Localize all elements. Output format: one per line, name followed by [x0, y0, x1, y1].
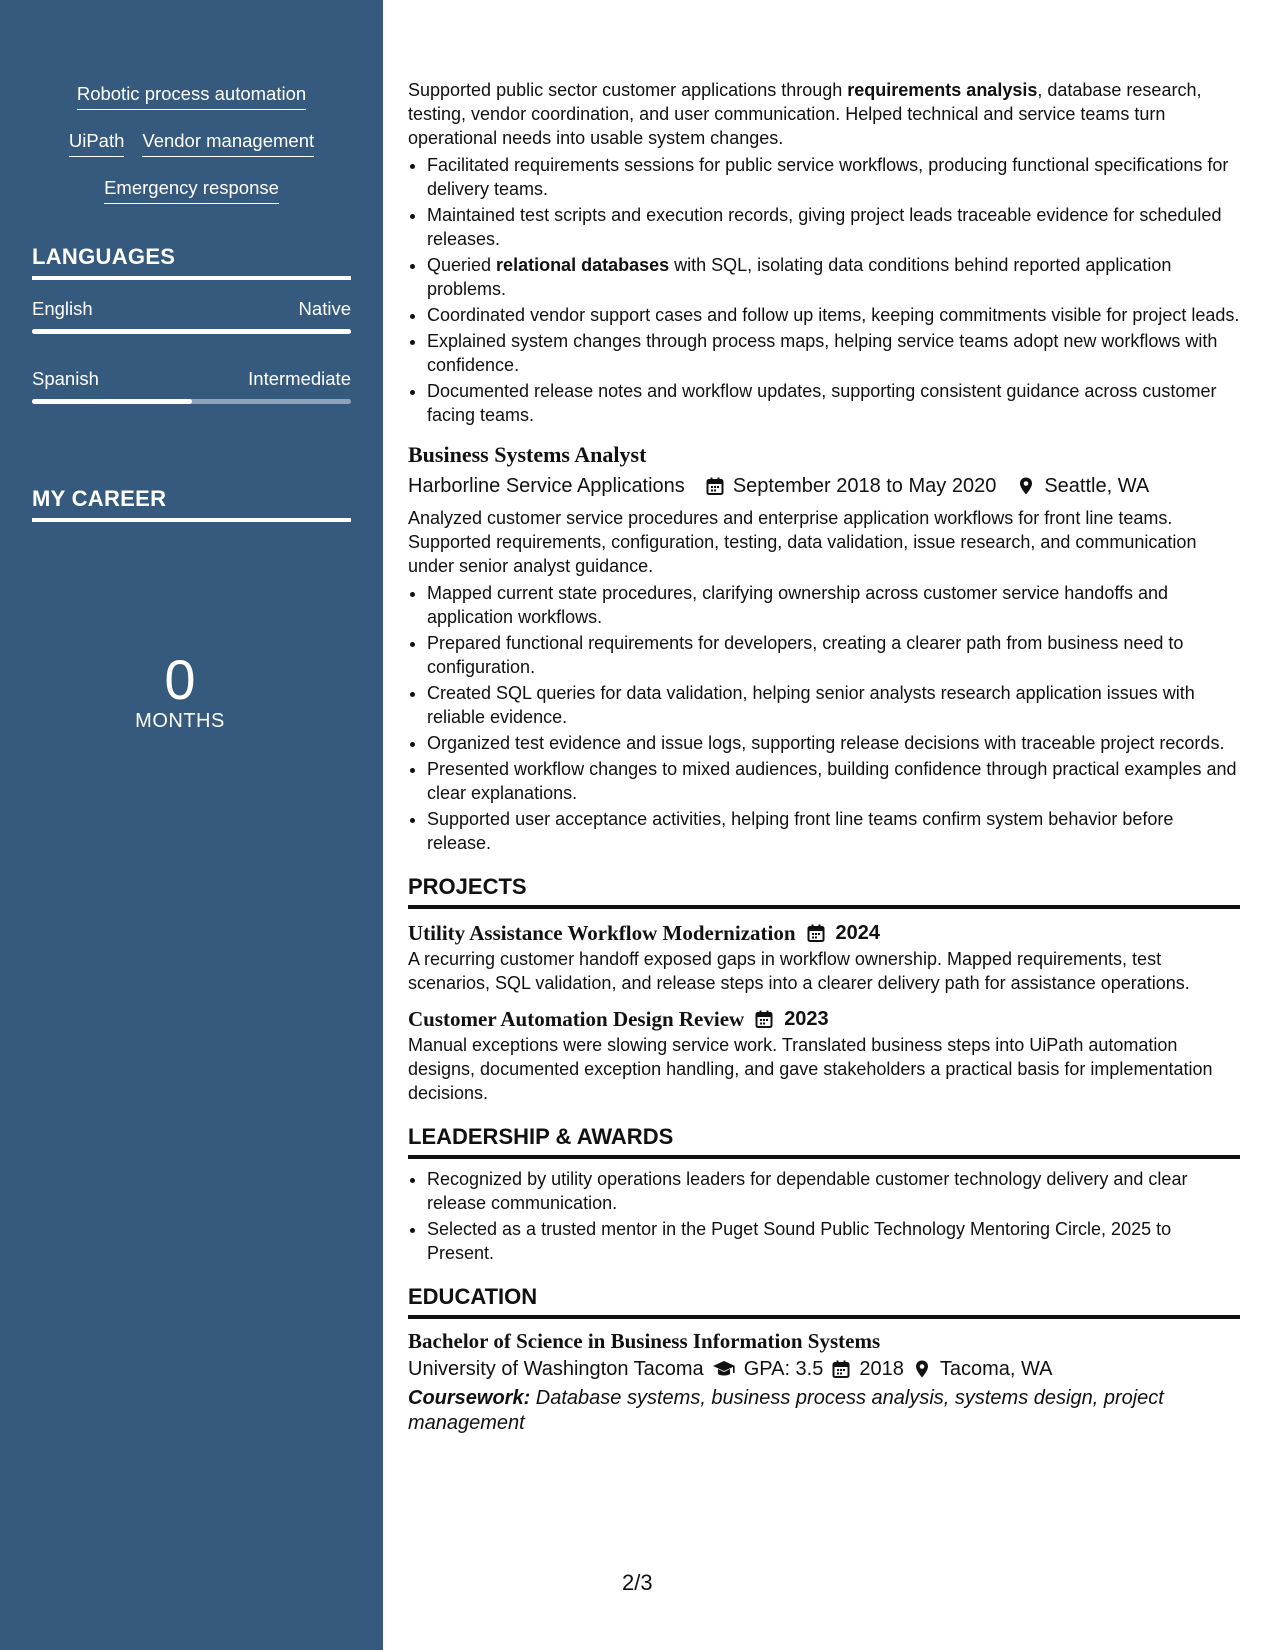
education-heading: EDUCATION	[408, 1283, 1240, 1319]
list-item: • Organized test evidence and issue logs, supporting release decisions with traceable project records.	[427, 731, 1240, 755]
skill-row	[0, 176, 383, 204]
project-title: Utility Assistance Workflow Modernization 2024	[408, 921, 881, 945]
career-counter	[0, 650, 360, 733]
language-bar	[32, 329, 351, 334]
list-item: • Queried relational databases with SQL, isolating data conditions behind reported application problems.	[427, 253, 1240, 301]
language-level: Native	[298, 298, 351, 319]
list-item: • Mapped current state procedures, clarifying ownership across customer service handoffs and application workflows.	[427, 581, 1240, 629]
location-pin-icon	[1016, 476, 1036, 496]
list-item: • Maintained test scripts and execution records, giving project leads traceable evidence for scheduled releases.	[427, 203, 1240, 251]
language-bar	[32, 399, 351, 404]
awards-heading: LEADERSHIP & AWARDS	[408, 1123, 1240, 1159]
company-name: Harborline Service Applications	[408, 475, 685, 497]
main-content	[408, 78, 1240, 1436]
job-summary: Analyzed customer service procedures and enterprise application workflows for front line teams. Supported requirements, configuration, testing, data validation, issue research, and communication under senior analyst guidance.	[408, 508, 1197, 576]
language-bar-fill	[32, 329, 351, 334]
education-meta	[408, 1355, 1240, 1383]
school-location: Tacoma, WA	[939, 1358, 1053, 1380]
gpa: GPA: 3.5	[743, 1358, 824, 1380]
project-description: Manual exceptions were slowing service work. Translated business steps into UiPath automation designs, documented exception handling, and gave stakeholders a practical basis for implementation decisions.	[408, 1035, 1213, 1103]
job-title: Business Systems Analyst	[408, 442, 647, 467]
sidebar	[0, 0, 383, 1650]
project-description: A recurring customer handoff exposed gaps in workflow ownership. Mapped requirements, test scenarios, SQL validation, and release steps into a clearer delivery path for assistance operations.	[408, 949, 1190, 993]
skill-tag: Vendor management	[142, 129, 314, 157]
list-item: • Recognized by utility operations leaders for dependable customer technology delivery and clear release communication.	[427, 1167, 1240, 1215]
project-year: 2023	[784, 1008, 829, 1030]
calendar-icon	[831, 1359, 851, 1379]
calendar-icon	[754, 1009, 774, 1029]
job-dates: September 2018 to May 2020	[732, 475, 997, 497]
job-meta	[408, 472, 1240, 500]
calendar-icon	[806, 923, 826, 943]
school-name: University of Washington Tacoma	[408, 1358, 704, 1380]
page-number: 2/3	[622, 1570, 653, 1595]
job-location: Seattle, WA	[1044, 475, 1150, 497]
skill-tag: Emergency response	[104, 176, 279, 204]
graduation-year: 2018	[859, 1358, 904, 1380]
project-year: 2024	[835, 922, 881, 944]
coursework: Coursework: Database systems, business process analysis, systems design, project management	[408, 1387, 1164, 1434]
skill-tag: UiPath	[69, 129, 125, 157]
job-bullets	[408, 581, 1240, 855]
list-item: • Documented release notes and workflow updates, supporting consistent guidance across customer facing teams.	[427, 379, 1240, 427]
list-item: • Supported user acceptance activities, helping front line teams confirm system behavior before release.	[427, 807, 1240, 855]
career-unit: MONTHS	[135, 710, 225, 732]
language-spanish	[32, 368, 351, 404]
career-heading: MY CAREER	[32, 486, 351, 522]
list-item: • Prepared functional requirements for developers, creating a clearer path from business need to configuration.	[427, 631, 1240, 679]
calendar-icon	[705, 476, 725, 496]
language-level: Intermediate	[248, 368, 351, 389]
language-bar-fill	[32, 399, 192, 404]
graduation-cap-icon	[712, 1359, 736, 1379]
project-title: Customer Automation Design Review 2023	[408, 1007, 829, 1031]
awards-list	[408, 1167, 1240, 1265]
list-item: • Coordinated vendor support cases and follow up items, keeping commitments visible for project leads.	[427, 303, 1240, 327]
skills-list	[0, 82, 383, 223]
career-value: 0	[164, 648, 196, 711]
projects-heading: PROJECTS	[408, 873, 1240, 909]
languages-heading: LANGUAGES	[32, 244, 351, 280]
list-item: • Presented workflow changes to mixed audiences, building confidence through practical examples and clear explanations.	[427, 757, 1240, 805]
list-item: • Facilitated requirements sessions for public service workflows, producing functional specifications for delivery teams.	[427, 153, 1240, 201]
list-item: • Created SQL queries for data validation, helping senior analysts research application issues with reliable evidence.	[427, 681, 1240, 729]
location-pin-icon	[912, 1359, 932, 1379]
degree-title: Bachelor of Science in Business Information Systems	[408, 1329, 881, 1353]
language-name: Spanish	[32, 368, 99, 389]
skill-row	[0, 129, 383, 157]
language-english	[32, 298, 351, 334]
job-bullets	[408, 153, 1240, 427]
language-name: English	[32, 298, 93, 319]
skill-tag: Robotic process automation	[77, 82, 306, 110]
job-summary: Supported public sector customer applications through requirements analysis, database research, testing, vendor coordination, and user communication. Helped technical and service teams turn operational needs into usable system changes.	[408, 80, 1202, 148]
list-item: • Selected as a trusted mentor in the Puget Sound Public Technology Mentoring Circle, 2025 to Present.	[427, 1217, 1240, 1265]
list-item: • Explained system changes through process maps, helping service teams adopt new workflows with confidence.	[427, 329, 1240, 377]
skill-row	[0, 82, 383, 110]
